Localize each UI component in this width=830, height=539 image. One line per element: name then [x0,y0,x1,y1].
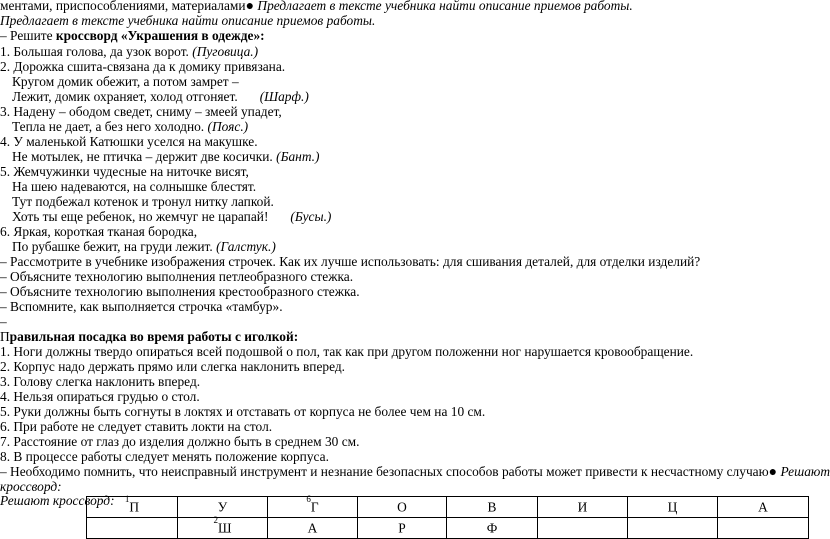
posture-rule [0,374,200,389]
posture-heading [0,329,298,344]
text-line [0,0,633,13]
riddle-text: 4. У маленькой Катюшки уселся на макушке. [0,134,258,149]
riddle-text: 3. Надену – ободом сведет, сниму – змеей упадет, [0,104,282,119]
posture-rule [0,434,359,449]
bullet-icon: ● [245,0,255,14]
cell-letter: Р [398,520,406,536]
riddle-line [0,224,197,239]
riddle-line [12,89,309,104]
crossword-cell [268,494,358,518]
riddle-text: Лежит, домик охраняет, холод отгоняет. [12,89,238,104]
cell-letter: У [217,499,228,515]
crossword-cell [447,497,538,518]
crossword-cell [447,518,538,539]
crossword-cell [178,497,268,518]
riddle-text: Тепла не дает, а без него холодно. [12,119,208,134]
riddle-line [12,179,256,194]
question-line [0,269,353,284]
cell-letter: Ф [486,520,498,536]
crossword-row [87,518,809,539]
cell-letter: О [397,499,407,515]
riddle-text: 6. Яркая, короткая тканая бородка, [0,224,198,239]
riddle-answer: (Бант.) [276,149,320,164]
warning-line [0,479,62,494]
riddle-answer: (Пуговица.) [192,44,259,59]
riddle-line [12,239,276,254]
posture-rule [0,344,693,359]
cell-number: 2 [213,515,218,526]
crossword-cell [718,497,809,518]
riddle-line [12,119,248,134]
crossword-cell [718,518,809,539]
cell-letter: П [129,499,140,515]
riddle-text: 1. Большая голова, да узок ворот. [0,44,193,59]
heading-text: равильная посадка во время работы с иголкой: [9,329,299,344]
riddle-text: Кругом домик обежит, а потом замрет – [12,74,239,89]
heading-initial: П [0,329,10,344]
question-line [0,254,700,269]
warning-text-italic: кроссворд: [0,479,62,494]
cell-letter: А [758,499,768,515]
crossword-cell [87,518,178,539]
cell-letter: Ц [667,499,678,515]
question-text: – Объясните технологию выполнения крестообразного стежка. [0,284,360,299]
question-text: – Вспомните, как выполняется строчка «тамбур». [0,299,283,314]
text-fragment-italic: Предлагает в тексте учебника найти описание приемов работы. [0,13,376,28]
riddle-answer: (Пояс.) [207,119,249,134]
posture-rule [0,359,345,374]
warning-text: – Необходимо помнить, что неисправный инструмент и незнание безопасных способов работы может привести к несчастному случаю [0,464,769,479]
crossword-cell [628,518,718,539]
bullet-icon: ● [768,465,778,480]
solve-text: Решают кроссворд: [0,493,115,508]
question-text: – Объясните технологию выполнения петлеобразного стежка. [0,269,354,284]
rule-text: 5. Руки должны быть согнуты в локтях и отставать от корпуса не более чем на 10 см. [0,404,486,419]
riddle-answer: (Галстук.) [216,239,276,254]
text-fragment: ментами, приспособлениями, материалами [0,0,246,13]
riddle-line [12,194,274,209]
cell-letter: Ш [217,520,232,536]
text-line [0,28,265,43]
crossword-row [87,497,809,518]
crossword-cell [358,518,447,539]
riddle-line [12,149,319,164]
riddle-line [0,164,249,179]
posture-rule [0,404,485,419]
riddle-text: Тут подбежал котенок и тронул нитку лапкой. [12,194,274,209]
cell-letter: И [577,499,588,515]
posture-rule [0,389,200,404]
crossword-grid [86,496,809,539]
crossword-cell [87,494,178,518]
riddle-text: На шею надеваются, на солнышке блестят. [12,179,257,194]
riddle-text: По рубашке бежит, на груди лежит. [12,239,217,254]
text-line [0,13,375,28]
riddle-line [0,59,285,74]
question-line [0,299,283,314]
cell-number: 6 [306,494,311,505]
crossword-cell [538,518,628,539]
crossword-cell [268,518,358,539]
riddle-answer: (Шарф.) [259,89,309,104]
dash-text: – [0,314,7,329]
text-fragment: – Решите [0,28,56,43]
riddle-text: 2. Дорожка сшита-связана да к домику привязана. [0,59,286,74]
question-line [0,284,360,299]
rule-text: 8. В процессе работы следует менять положение корпуса. [0,449,329,464]
riddle-text: 5. Жемчужинки чудесные на ниточке висят, [0,164,249,179]
dash-line [0,314,7,329]
text-fragment-italic: Предлагает в тексте учебника найти описание приемов работы. [254,0,633,13]
warning-line [0,464,830,479]
rule-text: 3. Голову слегка наклонить вперед. [0,374,201,389]
riddle-text: Не мотылек, не птичка – держит две косички. [12,149,277,164]
cell-letter: Г [310,499,319,515]
cell-letter: А [307,520,318,536]
riddle-line [12,74,239,89]
crossword-cell [358,497,447,518]
riddle-text: Хоть ты еще ребенок, но жемчуг не царапай! [12,209,269,224]
rule-text: 7. Расстояние от глаз до изделия должно быть в среднем 30 см. [0,434,360,449]
riddle-line [0,134,258,149]
crossword-heading: кроссворд «Украшения в одежде»: [55,28,265,43]
rule-text: 2. Корпус надо держать прямо или слегка наклонить вперед. [0,359,346,374]
posture-rule [0,419,272,434]
posture-rule [0,449,329,464]
riddle-line [0,104,282,119]
cell-number: 1 [124,494,130,505]
question-text: – Рассмотрите в учебнике изображения строчек. Как их лучше использовать: для сшивания деталей, для отделки изделий? [0,254,701,269]
riddle-line [0,44,258,59]
crossword-cell [538,497,628,518]
rule-text: 6. При работе не следует ставить локти на стол. [0,419,273,434]
warning-text-italic: Решают [777,464,830,479]
riddle-line [12,209,331,224]
crossword-cell [178,515,268,539]
riddle-answer: (Бусы.) [290,209,332,224]
crossword-cell [628,497,718,518]
rule-text: 4. Нельзя опираться грудью о стол. [0,389,200,404]
cell-letter: В [487,499,497,515]
rule-text: 1. Ноги должны твердо опираться всей подошвой о пол, так как при другом положенни ног нарушается кровообращение. [0,344,694,359]
